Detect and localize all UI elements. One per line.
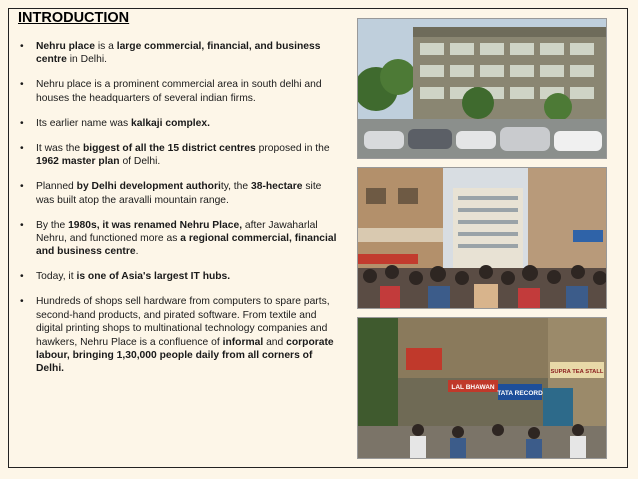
bold-text: informal: [222, 336, 264, 348]
photo-shop-fronts: [357, 317, 607, 459]
sign-lal-bhawan: LAL BHAWAN: [451, 384, 495, 391]
bold-text: is one of Asia's largest IT hubs.: [76, 271, 231, 283]
text: site was built atop the aravalli mountain range.: [36, 181, 322, 206]
text: By the: [36, 219, 69, 231]
bold-text: biggest of all the 15 district centres: [82, 142, 256, 154]
text: .: [135, 246, 139, 258]
text: Planned: [36, 181, 77, 193]
text: Nehru place is a prominent commercial area in south delhi and houses the headquarters of several indian firms.: [36, 79, 322, 104]
bullet-marker: •: [20, 117, 24, 129]
sign-supra-tea-stall: SUPRA TEA STALL: [550, 369, 604, 375]
bold-text: by Delhi development authori: [76, 181, 221, 193]
bullet-marker: •: [20, 142, 24, 154]
bullet-marker: •: [20, 41, 24, 52]
bullet-marker: •: [20, 219, 24, 231]
text: Today, it: [36, 271, 77, 283]
bold-text: corporate labour, bringing 1,30,000 people daily from all corners of Delhi.: [36, 336, 334, 375]
bullet-marker: •: [20, 271, 24, 283]
text: It was the: [36, 142, 83, 154]
bold-text: 1962 master plan: [36, 156, 120, 168]
bold-text: kalkaji complex.: [131, 117, 210, 129]
sign-tata-record: TATA RECORD: [497, 390, 543, 397]
text: Hundreds of shops sell hardware from computers to spare parts, second-hand products, and pirated software. From textile and digital printing shops to multinational technology companies and hawkers, Nehru Place is a confluence of: [36, 296, 330, 348]
bullet-item: [20, 295, 338, 375]
photo-crowded-street: [357, 167, 607, 309]
bold-text: large commercial, financial, and business centre: [36, 41, 321, 66]
bullet-marker: •: [20, 296, 24, 308]
text: of Delhi.: [119, 156, 161, 168]
bullet-item: [20, 117, 338, 130]
bullet-item: [20, 270, 338, 283]
bold-text: 38-hectare: [251, 181, 303, 193]
bullet-item: [20, 180, 338, 207]
text: Its earlier name was: [36, 117, 131, 129]
bullet-marker: •: [20, 79, 24, 91]
slide-title: INTRODUCTION: [18, 10, 130, 26]
bold-text: Nehru place: [36, 41, 95, 52]
text: after Jawaharlal Nehru, and functioned more as: [36, 219, 318, 245]
text: ty, the: [220, 181, 251, 193]
text: proposed in the: [255, 142, 330, 154]
text: in Delhi.: [66, 54, 107, 66]
bullet-item: [20, 40, 338, 67]
bullet-item: [20, 219, 338, 259]
bullet-marker: •: [20, 181, 24, 193]
bold-text: a regional commercial, financial and business centre: [36, 233, 337, 258]
text: is a: [94, 41, 117, 52]
text: and: [263, 336, 287, 348]
bullet-item: [20, 78, 338, 105]
bold-text: 1980s, it was renamed Nehru Place,: [68, 219, 243, 231]
bullet-list: [20, 40, 338, 387]
photo-building-parking: [357, 18, 607, 159]
bullet-item: [20, 142, 338, 169]
